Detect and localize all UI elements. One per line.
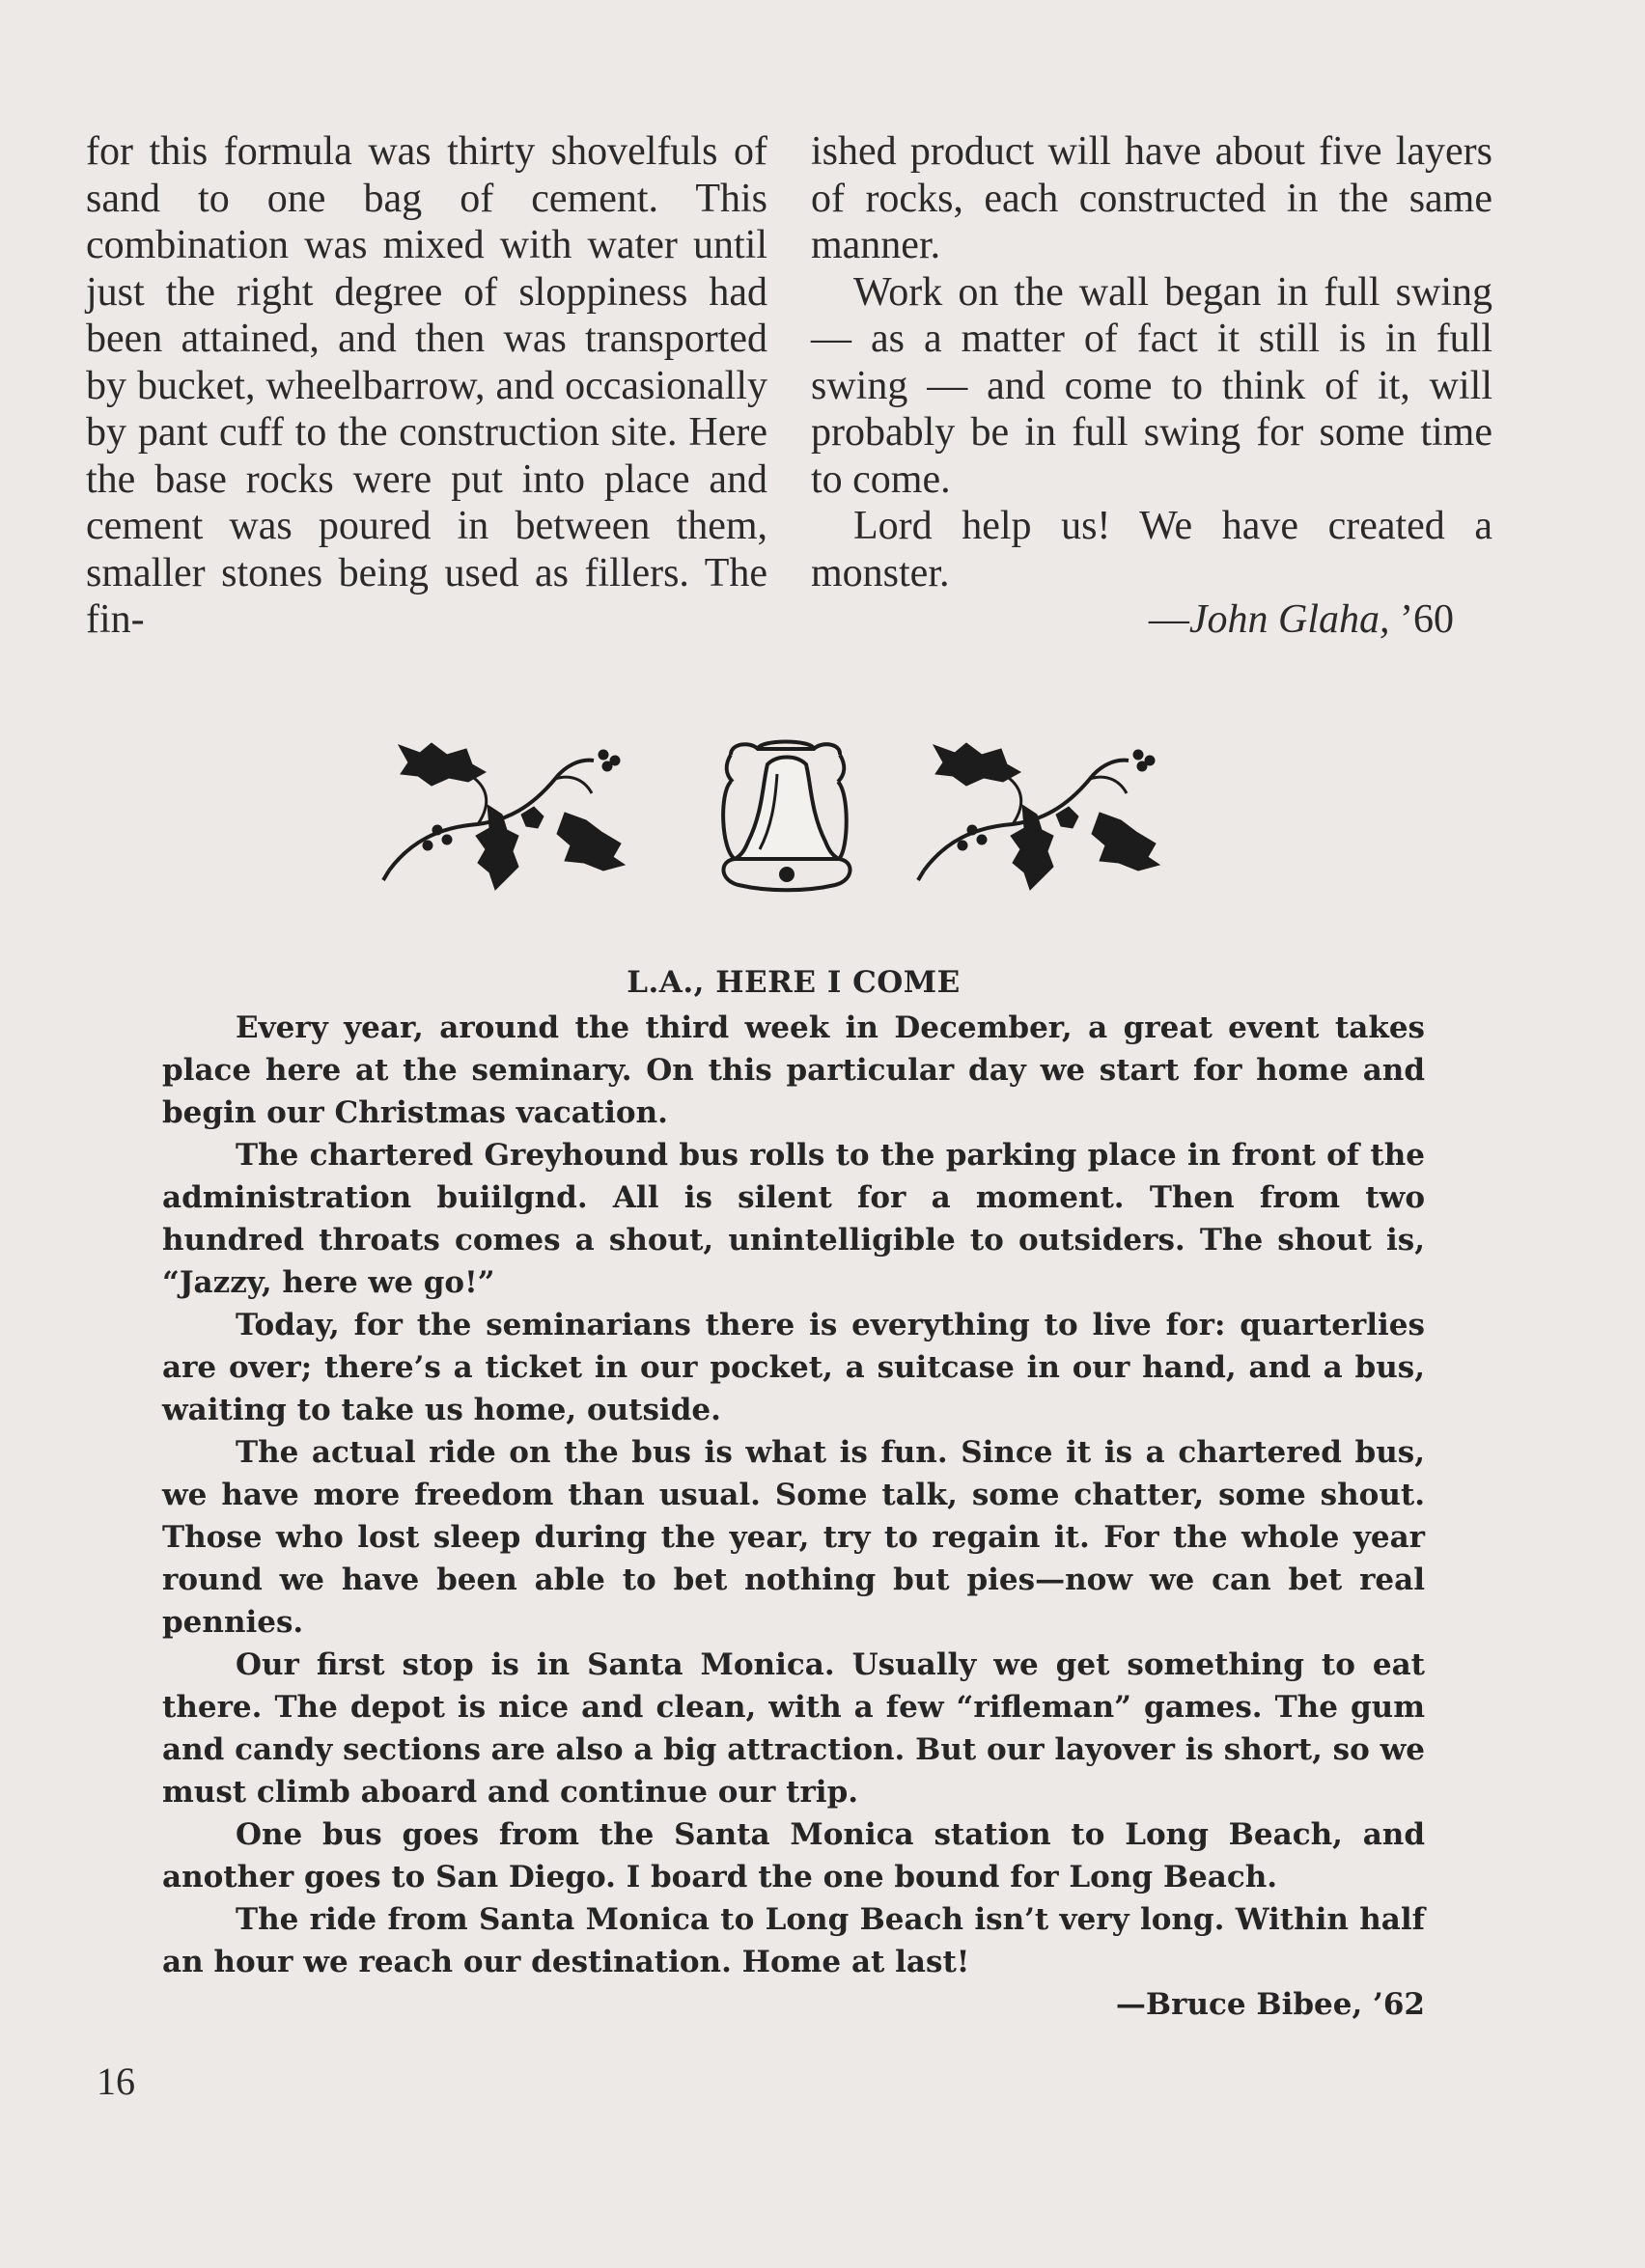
signature-name: John Glaha,: [1188, 597, 1390, 642]
right-paragraph-2: Work on the wall began in full swing — as a matter of fact it still is in full swing — and come to think of it, will probably be in full swing for some time to come.: [811, 269, 1492, 502]
article-title: L.A., HERE I COME: [627, 965, 961, 1000]
article-paragraph-4: The actual ride on the bus is what is fun. Since it is a chartered bus, we have more freedom than usual. Some talk, some chatter, some shout. Those who lost sleep during the year, try to regain it. For the whole year round we have been able to bet nothing but pies—now we can bet real pennies.: [162, 1435, 1425, 1640]
article-paragraph-3: Today, for the seminarians there is everything to live for: quarterlies are over; there’s a ticket in our pocket, a suitcase in our hand, and a bus, waiting to take us home, outside.: [162, 1308, 1425, 1427]
page-number: 16: [97, 2060, 135, 2103]
holly-bell-ornament: [372, 735, 1202, 899]
right-paragraph-3: Lord help us! We have created a monster.: [811, 504, 1492, 595]
left-column: [86, 128, 767, 644]
signature-dash: —: [1148, 597, 1189, 642]
article-paragraph-2: The chartered Greyhound bus rolls to the parking place in front of the administration buiilgnd. All is silent for a moment. Then from two hundred throats comes a shout, unintelligible to outsiders. The shout is, “Jazzy, here we go!”: [162, 1138, 1425, 1300]
article: [162, 961, 1425, 2026]
article-byline: —Bruce Bibee, ’62: [1115, 1987, 1425, 2022]
signature-year: ’60: [1389, 597, 1454, 642]
holly-sprig-icon: [383, 743, 625, 890]
article-paragraph-6: One bus goes from the Santa Monica station to Long Beach, and another goes to San Diego. I board the one bound for Long Beach.: [162, 1817, 1425, 1895]
left-paragraph-1: for this formula was thirty shovelfuls of sand to one bag of cement. This combination was mixed with water until just the right degree of sloppiness had been attained, and then was transported by bucket, wheelbarrow, and occasionally by pant cuff to the construction site. Here the base rocks were put into place and cement was poured in between them, smaller stones being used as fillers. The fin-: [86, 129, 767, 642]
article-paragraph-7: The ride from Santa Monica to Long Beach isn’t very long. Within half an hour we reach our destination. Home at last!: [162, 1902, 1425, 1979]
signature: [811, 596, 1492, 644]
bell-icon: [723, 742, 850, 891]
right-column: [811, 128, 1492, 644]
article-paragraph-5: Our first stop is in Santa Monica. Usually we get something to eat there. The depot is nice and clean, with a few “rifleman” games. The gum and candy sections are also a big attraction. But our layover is short, so we must climb aboard and continue our trip.: [162, 1647, 1425, 1810]
article-paragraph-1: Every year, around the third week in December, a great event takes place here at the seminary. On this particular day we start for home and begin our Christmas vacation.: [162, 1010, 1425, 1130]
right-paragraph-1: ished product will have about five layers of rocks, each constructed in the same manner.: [811, 129, 1492, 267]
holly-sprig-icon: [918, 743, 1159, 890]
